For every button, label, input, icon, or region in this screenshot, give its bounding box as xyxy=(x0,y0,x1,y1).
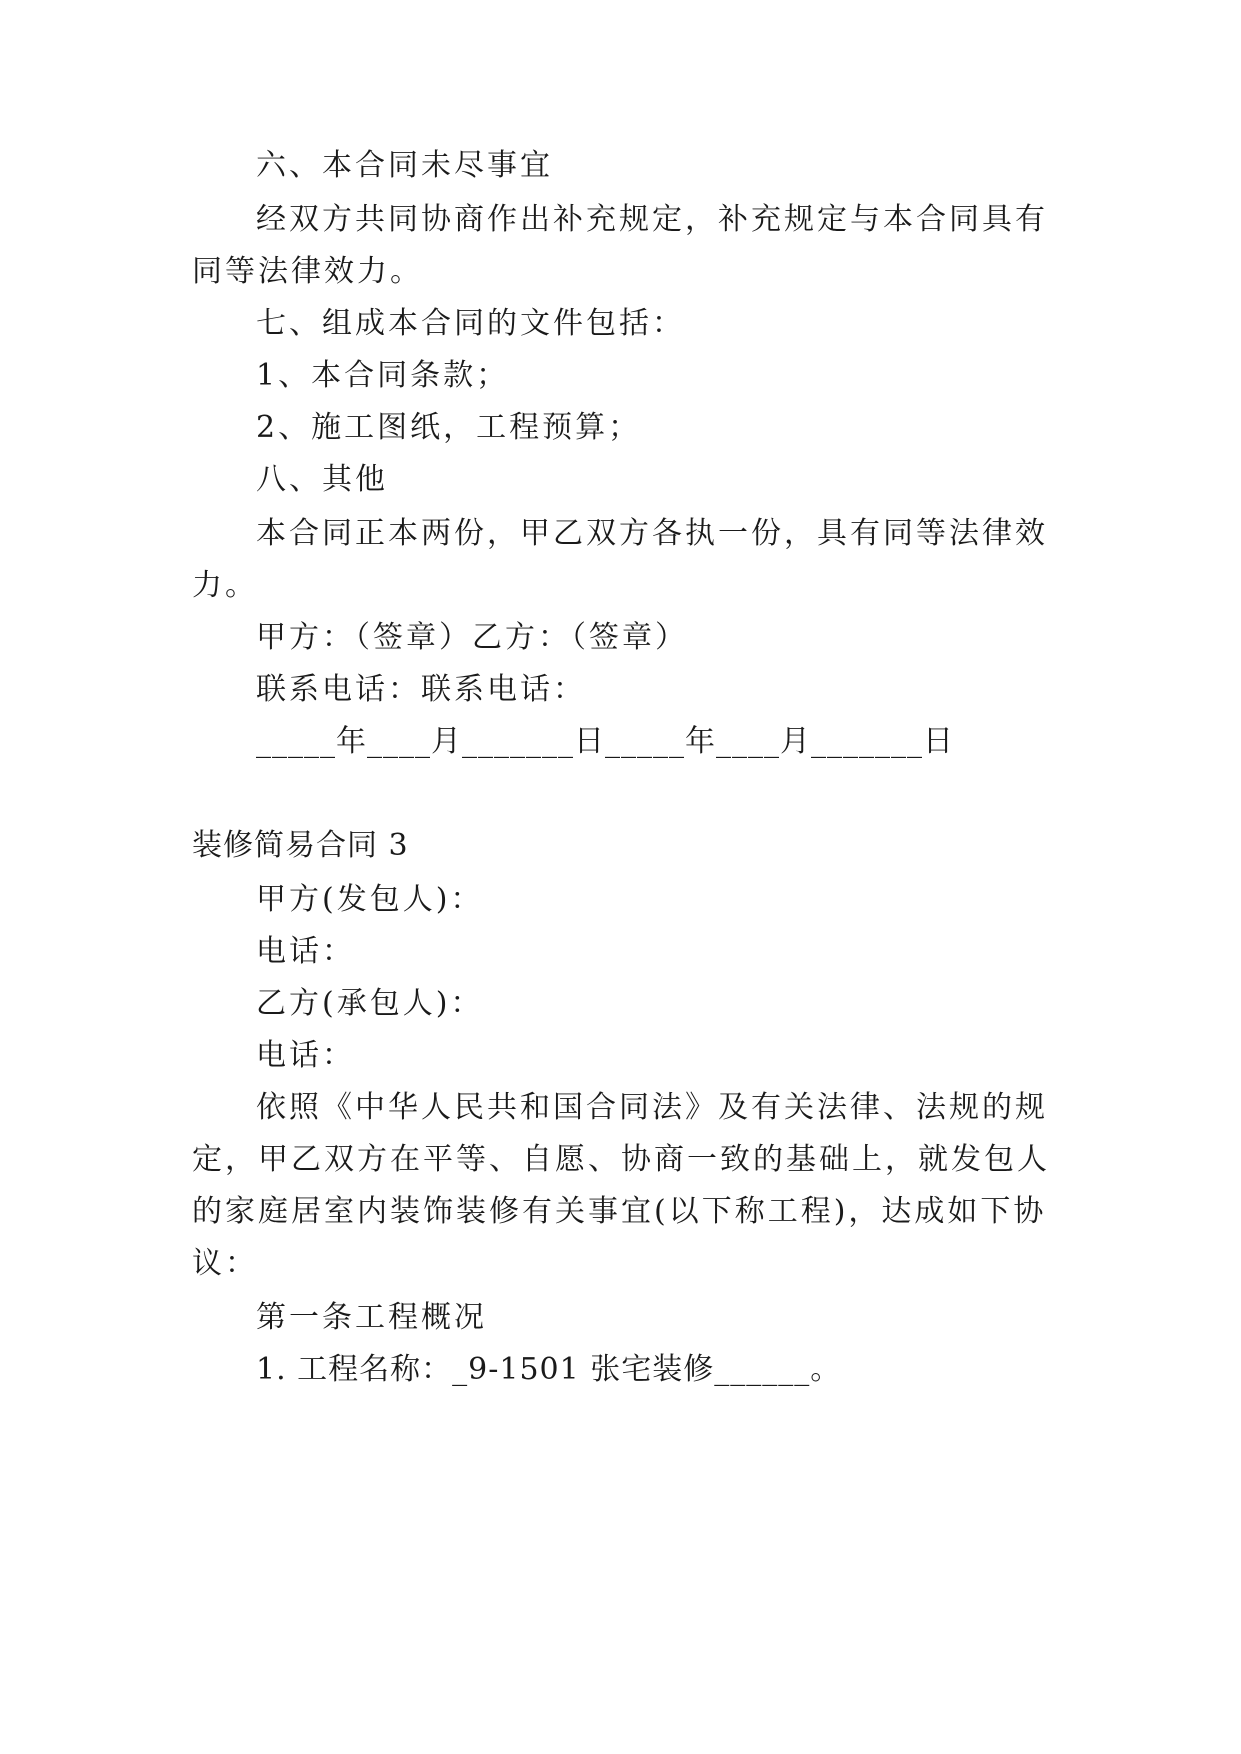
section-eight-body-line2: 力。 xyxy=(192,568,258,603)
section-eight-heading: 八、其他 xyxy=(256,462,388,497)
contract3-party-b: 乙方(承包人)： xyxy=(256,986,484,1021)
contract3-preamble-line2: 定，甲乙双方在平等、自愿、协商一致的基础上，就发包人 xyxy=(192,1142,1050,1177)
section-six-heading: 六、本合同未尽事宜 xyxy=(256,148,553,183)
contract3-phone-a: 电话： xyxy=(256,934,355,969)
contract3-preamble-line4: 议： xyxy=(192,1246,258,1281)
signature-phones: 联系电话：联系电话： xyxy=(256,672,586,707)
contract3-party-a: 甲方(发包人)： xyxy=(256,882,484,917)
signature-dates: _____年____月_______日_____年____月_______日 xyxy=(256,724,954,759)
section-six-body-line2: 同等法律效力。 xyxy=(192,254,423,289)
section-seven-heading: 七、组成本合同的文件包括： xyxy=(256,306,685,341)
contract3-phone-b: 电话： xyxy=(256,1038,355,1073)
contract3-preamble-line1: 依照《中华人民共和国合同法》及有关法律、法规的规 xyxy=(256,1090,1048,1125)
contract3-preamble-line3: 的家庭居室内装饰装修有关事宜(以下称工程)，达成如下协 xyxy=(192,1194,1047,1229)
section-eight-body-line1: 本合同正本两份，甲乙双方各执一份，具有同等法律效 xyxy=(256,516,1048,551)
contract3-article1-heading: 第一条工程概况 xyxy=(256,1300,487,1335)
signature-parties: 甲方：（签章）乙方：（签章） xyxy=(256,620,688,655)
contract3-title: 装修简易合同 3 xyxy=(192,828,409,863)
section-six-body-line1: 经双方共同协商作出补充规定，补充规定与本合同具有 xyxy=(256,202,1048,237)
section-seven-item2: 2、施工图纸，工程预算； xyxy=(256,410,642,445)
section-seven-item1: 1、本合同条款； xyxy=(256,358,510,393)
contract3-article1-item1: 1. 工程名称：_9-1501 张宅装修______。 xyxy=(256,1352,842,1387)
